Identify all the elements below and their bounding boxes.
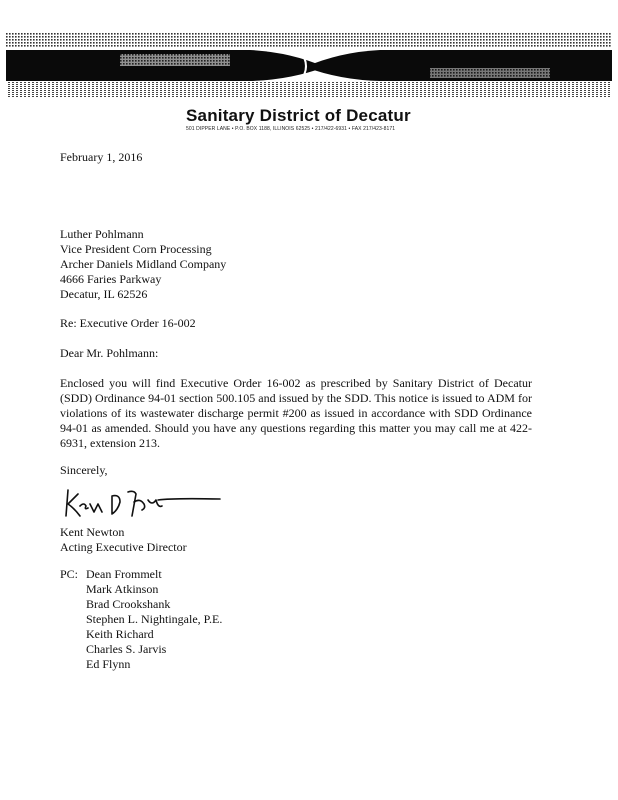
recipient-title: Vice President Corn Processing [60, 242, 212, 256]
letter-body: Enclosed you will find Executive Order 16-002 as prescribed by Sanitary District of Decatur (SDD) Ordinance 94-01 section 500.105 and issued by the SDD. This notice is issued to ADM for violations of its wastewater discharge permit #200 as issued in accordance with SDD Ordinance 94-01 as amended. Should you have any questions regarding this matter you may call me at 422-6931, extension 213. [60, 376, 532, 450]
recipient-city-state-zip: Decatur, IL 62526 [60, 287, 148, 301]
closing: Sincerely, [60, 463, 108, 477]
letter-date: February 1, 2016 [60, 150, 143, 164]
cc-recipient: Brad Crookshank [86, 597, 171, 611]
re-line: Re: Executive Order 16-002 [60, 316, 196, 330]
cc-recipient: Keith Richard [86, 627, 154, 641]
handwritten-signature [62, 486, 222, 520]
signer-name: Kent Newton [60, 525, 125, 539]
cc-recipient-list [86, 567, 223, 687]
cc-label: PC: [60, 567, 79, 581]
cc-recipient: Charles S. Jarvis [86, 642, 167, 656]
cc-recipient: Dean Frommelt [86, 567, 162, 581]
salutation: Dear Mr. Pohlmann: [60, 346, 159, 360]
cc-recipient: Stephen L. Nightingale, P.E. [86, 612, 223, 626]
recipient-company: Archer Daniels Midland Company [60, 257, 227, 271]
cc-recipient: Ed Flynn [86, 657, 131, 671]
signer-title: Acting Executive Director [60, 540, 187, 554]
letterhead-banner-graphic [0, 0, 618, 110]
organization-name: Sanitary District of Decatur [186, 106, 411, 125]
recipient-street: 4666 Faries Parkway [60, 272, 162, 286]
organization-address: 501 DIPPER LANE • P.O. BOX 1188, ILLINOIS 62525 • 217/422-6931 • FAX 217/423-8171 [186, 126, 396, 132]
cc-recipient: Mark Atkinson [86, 582, 159, 596]
recipient-name: Luther Pohlmann [60, 227, 144, 241]
